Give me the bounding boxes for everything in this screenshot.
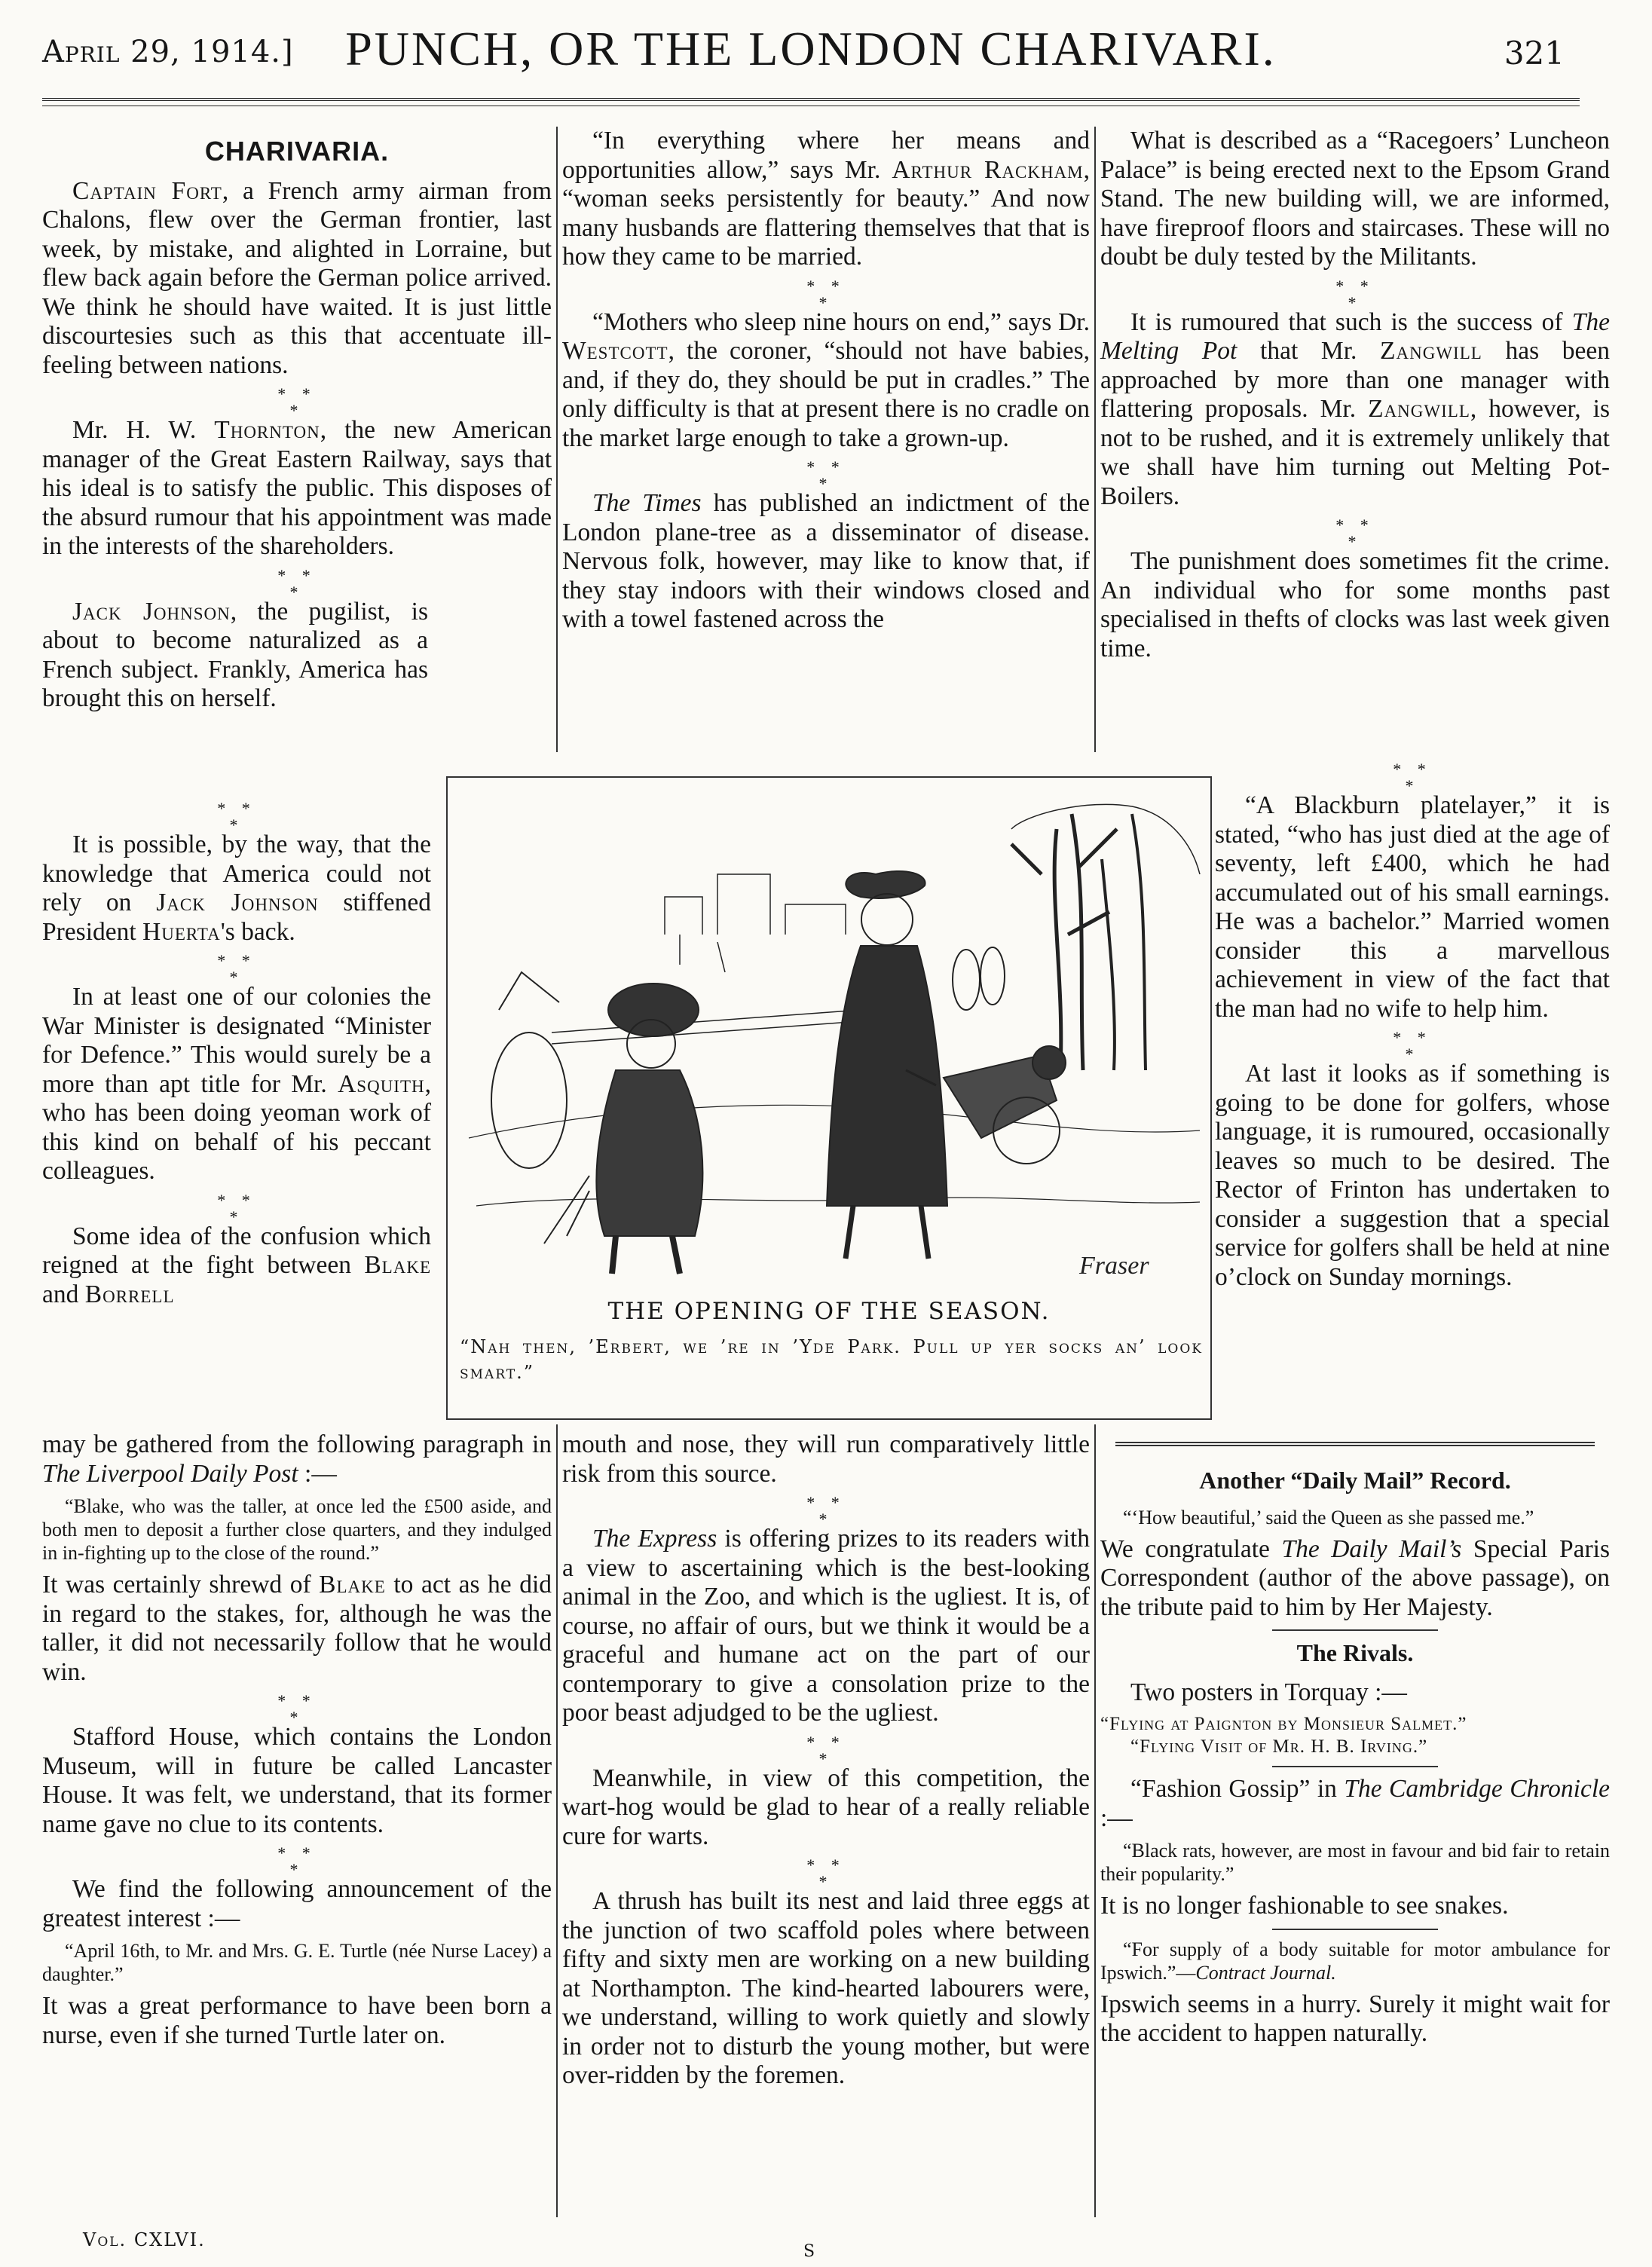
- poster-line: “Flying Visit of Mr. H. B. Irving.”: [1130, 1736, 1428, 1757]
- paragraph: The Times has published an indictment of the London plane-tree as a disseminator of disease. Nervous folk, however, may like to know that, if they stay indoors with their windows closed and with a towel fastened across the: [562, 489, 1090, 633]
- paragraph: Two posters in Torquay :—: [1130, 1678, 1407, 1706]
- cartoon-drawing: [454, 784, 1203, 1289]
- paragraph: It is no longer fashionable to see snakes.: [1100, 1892, 1509, 1920]
- cartoon-caption: “Nah then, ’Erbert, we ’re in ’Yde Park. Pull up yer socks an’ look smart.”: [460, 1336, 1203, 1383]
- paragraph: It was a great performance to have been born a nurse, even if she turned Turtle later on.: [42, 1992, 552, 2049]
- asterism: * * *: [806, 276, 846, 312]
- quotation: “Black rats, however, are most in favour and bid fair to retain their popularity.”: [1100, 1840, 1610, 1885]
- column-3-lower: [1100, 1436, 1610, 2054]
- asterism: * * *: [277, 1691, 317, 1727]
- paragraph: We congratulate The Daily Mail’s Special Paris Correspondent (author of the above passage), on the tribute paid to him by Her Majesty.: [1100, 1534, 1610, 1621]
- cartoon-title: THE OPENING OF THE SEASON.: [607, 1298, 1051, 1325]
- paragraph: In at least one of our colonies the War Minister is designated “Minister for Defence.” This would surely be a more than apt title for Mr. Asquith, who has been doing yeoman work of this kind on behalf of his peccant colleagues.: [42, 983, 431, 1185]
- paragraph: It is possible, by the way, that the knowledge that America could not rely on Jack Johnson stiffened President Huerta's back.: [42, 831, 431, 946]
- asterism: * * *: [806, 457, 846, 493]
- masthead-title: PUNCH, OR THE LONDON CHARIVARI.: [345, 22, 1277, 75]
- page-header: [42, 21, 1580, 89]
- paragraph: Captain Fort, a French army airman from Chalons, flew over the German frontier, last week, by mistake, and alighted in Lorraine, but flew back again before the German police arrived. We think he should have waited. It is just little discourtesies such as this that accentuate ill-feeling between nations.: [42, 176, 552, 379]
- asterism: * * *: [806, 1732, 846, 1768]
- subsection-title: The Rivals.: [1296, 1639, 1414, 1666]
- paragraph: It was certainly shrewd of Blake to act as he did in regard to the stakes, for, although he was the taller, it did not necessarily follow that he would win.: [42, 1571, 552, 1686]
- poster-line: “Flying at Paignton by Monsieur Salmet.”: [1100, 1714, 1467, 1734]
- issue-date: April 29, 1914.]: [42, 35, 294, 69]
- asterism: * * *: [277, 565, 317, 601]
- paragraph: A thrush has built its nest and laid three eggs at the junction of two scaffold poles where between fifty and sixty men are working on a new building at Northampton. The kind-hearted labourers were, we understand, willing to work quietly and slowly in order not to disturb the young mother, but were over-ridden by the foremen.: [562, 1887, 1090, 2089]
- quotation: “‘How beautiful,’ said the Queen as she passed me.”: [1123, 1506, 1534, 1528]
- paragraph: Mr. H. W. Thornton, the new American manager of the Great Eastern Railway, says that his ideal is to satisfy the public. This disposes of the absurd rumour that his appointment was made in the interests of the shareholders.: [42, 416, 552, 560]
- asterism: * * *: [1335, 276, 1375, 312]
- asterism: * * *: [277, 384, 317, 420]
- artist-signature: Fraser: [1079, 1252, 1149, 1280]
- column-1-lower: [42, 1430, 552, 2056]
- quotation: “Blake, who was the taller, at once led the £500 aside, and both men to deposit a further close quarters, and they indulged in in-fighting up to the close of the round.”: [42, 1495, 552, 1564]
- paragraph: What is described as a “Racegoers’ Luncheon Palace” is being erected next to the Epsom Grand Stand. The new building will, we are informed, have fireproof floors and staircases. These will no doubt be duly tested by the Militants.: [1100, 127, 1610, 271]
- subsection-title: Another “Daily Mail” Record.: [1199, 1467, 1511, 1494]
- paragraph: Some idea of the confusion which reigned at the fight between Blake and Borrell: [42, 1222, 431, 1308]
- quotation: “For supply of a body suitable for motor ambulance for Ipswich.”—Contract Journal.: [1100, 1938, 1610, 1984]
- paragraph: “A Blackburn platelayer,” it is stated, “who has just died at the age of seventy, left £400, which he had accumulated out of his small earnings. He was a bachelor.” Married women consider this a marvellous achievement in view of the fact that the man had no wife to help him.: [1215, 791, 1610, 1023]
- section-divider: [1115, 1442, 1595, 1449]
- paragraph: It is rumoured that such is the success of The Melting Pot that Mr. Zangwill has been approached by more than one manager with flattering proposals. Mr. Zangwill, however, is not to be rushed, and it is extremely unlikely that we shall have him turning out Melting Pot-Boilers.: [1100, 307, 1611, 510]
- column-rule-1b: [556, 1424, 558, 2217]
- divider: [1272, 1629, 1438, 1631]
- paragraph: The punishment does sometimes fit the crime. An individual who for some months past specialised in thefts of clocks was last week given time.: [1100, 547, 1610, 662]
- section-title: CHARIVARIA.: [204, 136, 390, 167]
- asterism: * * *: [217, 799, 256, 834]
- asterism: * * *: [217, 1190, 256, 1226]
- header-rule: [42, 98, 1580, 106]
- paragraph: may be gathered from the following paragraph in The Liverpool Daily Post :—: [42, 1430, 552, 1488]
- column-rule-2: [1094, 127, 1096, 752]
- divider: [1272, 1929, 1438, 1930]
- asterism: * * *: [277, 1843, 317, 1879]
- asterism: * * *: [806, 1493, 846, 1528]
- asterism: * * *: [806, 1856, 846, 1891]
- page-number: 321: [1504, 35, 1565, 72]
- column-2-lower: [562, 1430, 1090, 2097]
- paragraph: “Fashion Gossip” in The Cambridge Chronicle :—: [1100, 1775, 1610, 1832]
- paragraph: “In everything where her means and opportunities allow,” says Mr. Arthur Rackham, “woman seeks persistently for beauty.” And now many husbands are flattering themselves that that is how they came to be married.: [562, 127, 1090, 271]
- cartoon-illustration: [446, 776, 1212, 1420]
- paragraph: Jack Johnson, the pugilist, is about to become naturalized as a French subject. Frankly, America has brought this on herself.: [42, 597, 428, 712]
- quotation: “April 16th, to Mr. and Mrs. G. E. Turtle (née Nurse Lacey) a daughter.”: [42, 1940, 552, 1985]
- column-1-narrow: [42, 800, 431, 1315]
- column-rule-2b: [1094, 1424, 1096, 2217]
- divider: [1272, 1766, 1438, 1767]
- column-rule-1: [556, 127, 558, 752]
- paragraph: Ipswich seems in a hurry. Surely it might wait for the accident to happen naturally.: [1100, 1990, 1610, 2047]
- paragraph: Meanwhile, in view of this competition, the wart-hog would be glad to hear of a really reliable cure for warts.: [562, 1764, 1090, 1850]
- asterism: * * *: [1393, 1028, 1432, 1063]
- column-3-narrow: [1215, 761, 1610, 1298]
- asterism: * * *: [217, 951, 256, 987]
- paragraph: “Mothers who sleep nine hours on end,” says Dr. Westcott, the coroner, “should not have babies, and, if they do, they should be put in cradles.” The only difficulty is that at present there is no cradle on the market large enough to take a grown-up.: [562, 307, 1090, 452]
- paragraph: We find the following announcement of the greatest interest :—: [42, 1875, 552, 1932]
- paragraph: The Express is offering prizes to its readers with a view to ascertaining which is the best-looking animal in the Zoo, and which is the ugliest. It is, of course, no affair of ours, but we think it would be a graceful and humane act on the part of our contemporary to give a consolation prize to the poor beast adjudged to be the ugliest.: [562, 1525, 1090, 1727]
- paragraph: mouth and nose, they will run comparatively little risk from this source.: [562, 1430, 1090, 1488]
- signature-mark: S: [803, 2242, 815, 2261]
- paragraph: At last it looks as if something is going to be done for golfers, whose language, it is rumoured, occasionally leaves so much to be desired. The Rector of Frinton has undertaken to consider a suggestion that a special service for golfers shall be held at nine o’clock on Sunday mornings.: [1215, 1060, 1610, 1291]
- column-1: [42, 134, 552, 720]
- column-2: [562, 127, 1090, 641]
- paragraph: Stafford House, which contains the London Museum, will in future be called Lancaster House. It was felt, we understand, that its former name gave no clue to its contents.: [42, 1723, 552, 1838]
- asterism: * * *: [1393, 760, 1432, 795]
- column-3: [1100, 127, 1610, 669]
- volume-number: Vol. CXLVI.: [83, 2229, 206, 2250]
- asterism: * * *: [1335, 516, 1375, 551]
